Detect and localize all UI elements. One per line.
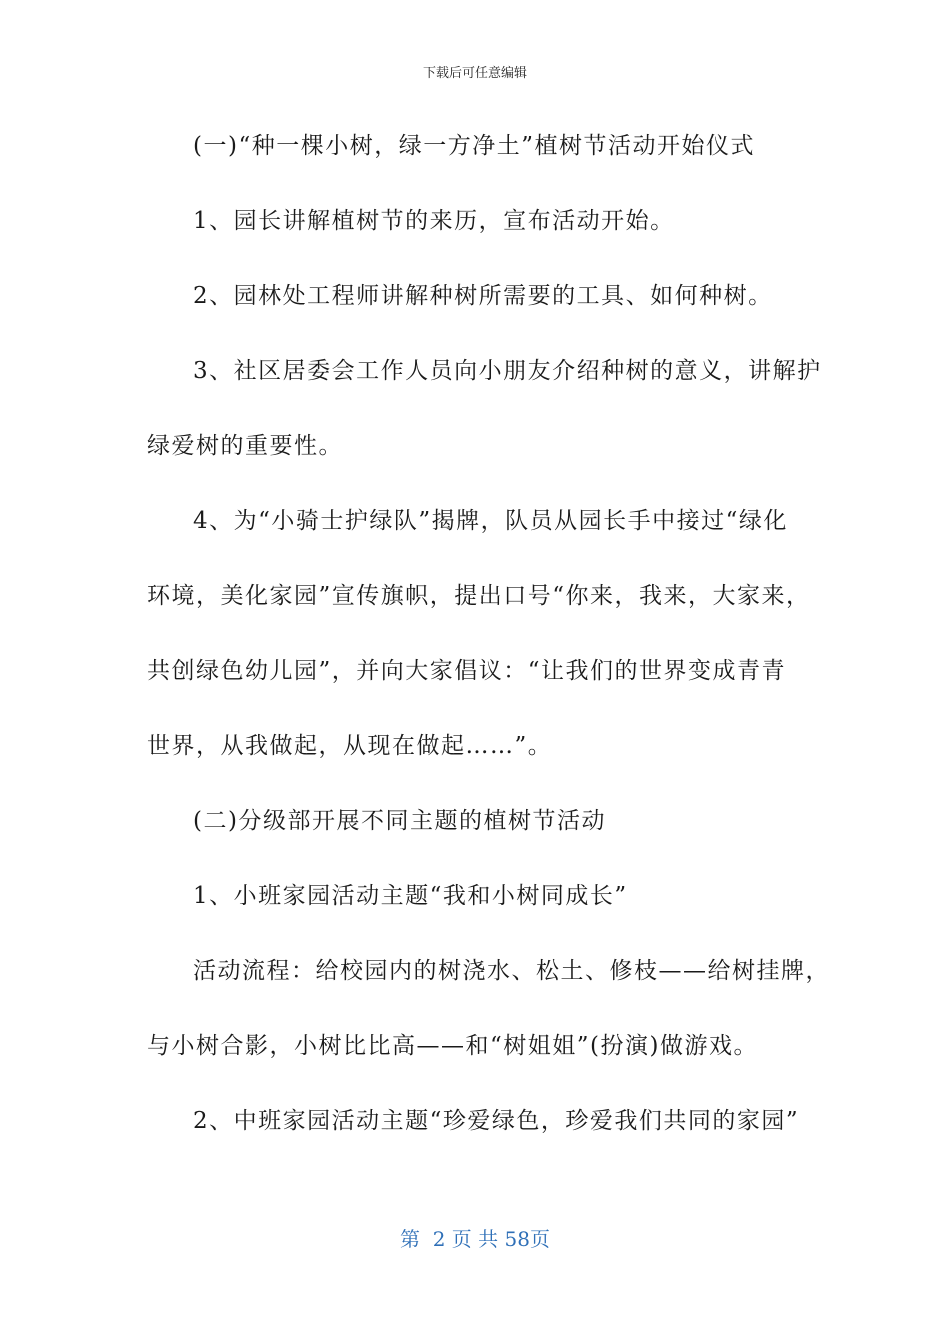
text-line: 3、社区居委会工作人员向小朋友介绍种树的意义，讲解护 (193, 358, 822, 384)
page-number-footer: 第 2 页 共 58页 (400, 1227, 550, 1251)
text-line: 1、小班家园活动主题“我和小树同成长” (193, 883, 628, 909)
text-line: 环境，美化家园”宣传旗帜，提出口号“你来，我来，大家来， (147, 583, 811, 609)
document-body (147, 123, 830, 1173)
text-line: 共创绿色幼儿园”，并向大家倡议：“让我们的世界变成青青 (147, 658, 787, 684)
text-line: 2、园林处工程师讲解种树所需要的工具、如何种树。 (193, 283, 773, 309)
text-line: 2、中班家园活动主题“珍爱绿色，珍爱我们共同的家园” (193, 1108, 800, 1134)
text-line: 4、为“小骑士护绿队”揭牌，队员从园长手中接过“绿化 (193, 508, 788, 534)
text-line: 1、园长讲解植树节的来历，宣布活动开始。 (193, 208, 675, 234)
text-line: 活动流程：给校园内的树浇水、松土、修枝——给树挂牌， (193, 958, 830, 984)
text-line: 与小树合影，小树比比高——和“树姐姐”(扮演)做游戏。 (147, 1033, 758, 1059)
text-line: 世界，从我做起，从现在做起……”。 (147, 733, 553, 759)
page-header: 下载后可任意编辑 (422, 66, 527, 81)
text-line: (二)分级部开展不同主题的植树节活动 (193, 808, 606, 834)
text-line: 绿爱树的重要性。 (147, 433, 343, 459)
text-line: (一)“种一棵小树，绿一方净土”植树节活动开始仪式 (193, 133, 755, 159)
